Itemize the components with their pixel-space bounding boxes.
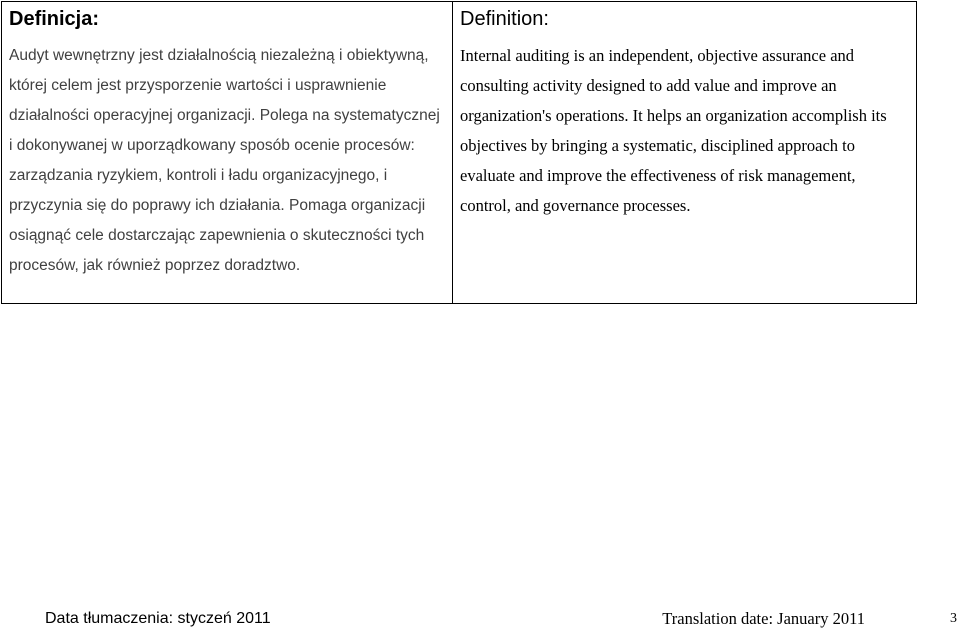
english-heading: Definition: [460, 8, 549, 30]
english-definition-text: Internal auditing is an independent, objective assurance and consulting activity designed to add value and improve an organization's operations. It helps an organization accomplish its objectives by bringing a systematic, disciplined approach to evaluate and improve the effectiveness of risk management, control, and governance processes. [460, 46, 887, 215]
definition-table [1, 1, 917, 304]
polish-heading: Definicja: [9, 8, 100, 30]
page-number: 3 [950, 611, 957, 626]
english-translation-date: Translation date: January 2011 [662, 609, 865, 628]
english-definition-column [453, 2, 916, 303]
polish-translation-date: Data tłumaczenia: styczeń 2011 [45, 610, 271, 627]
polish-definition-text: Audyt wewnętrzny jest działalnością niezależną i obiektywną, której celem jest przysporzenie wartości i usprawnienie działalności operacyjnej organizacji. Polega na systematycznej i dokonywanej w uporządkowany sposób ocenie procesów: zarządzania ryzykiem, kontroli i ładu organizacyjnego, i przyczynia się do poprawy ich działania. Pomaga organizacji osiągnąć cele dostarczając zapewnienia o skuteczności tych procesów, jak również poprzez doradztwo. [9, 47, 440, 274]
polish-definition-column [2, 2, 453, 303]
